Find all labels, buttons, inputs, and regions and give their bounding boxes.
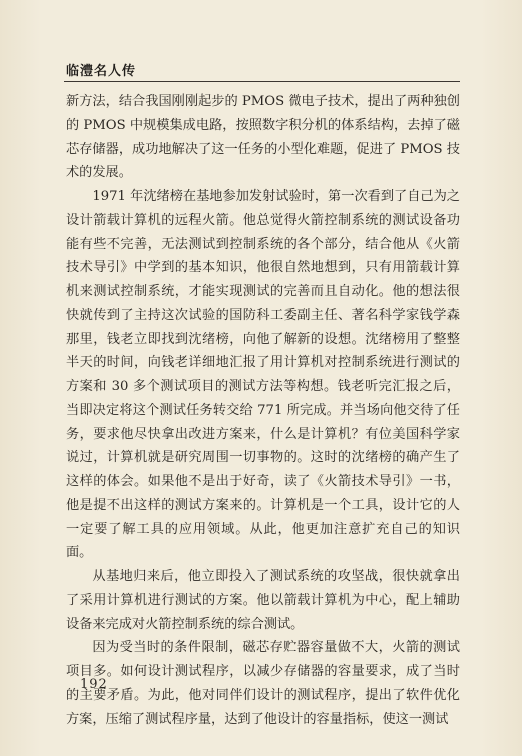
paragraph-3: 从基地归来后，他立即投入了测试系统的攻坚战，很快就拿出了采用计算机进行测试的方案。他以箭载计算机为中心，配上辅助设备来完成对火箭控制系统的综合测试。 <box>66 569 460 632</box>
paragraph-2: 1971 年沈绪榜在基地参加发射试验时，第一次看到了自己为之设计箭载计算机的远程火箭。他总觉得火箭控制系统的测试设备功能有些不完善，无法测试到控制系统的各个部分，结合他从《火箭技术导引》中学到的基本知识，他很自然地想到，只有用箭载计算机来测试控制系统，才能实现测试的完善而且自动化。他的想法很快就传到了主持这次试验的国防科工委副主任、著名科学家钱学森那里，钱老立即找到沈绪榜，向他了解新的设想。沈绪榜用了整整半天的时间，向钱老详细地汇报了用计算机对控制系统进行测试的方案和 30 多个测试项目的测试方法等构想。钱老听完汇报之后，当即决定将这个测试任务转交给 771 所完成。并当场向他交待了任务，要求他尽快拿出改进方案来，什么是计算机？有位美国科学家说过，计算机就是研究周围一切事物的。这时的沈绪榜的确产生了这样的体会。如果他不是出于好奇，读了《火箭技术导引》一书，他是提不出这样的测试方案来的。计算机是一个工具，设计它的人一定要了解工具的应用领域。从此，他更加注意扩充自己的知识面。 <box>66 189 460 561</box>
running-title: 临澧名人传 <box>66 64 137 79</box>
paragraph-4: 因为受当时的条件限制，磁芯存贮器容量做不大，火箭的测试项目多。如何设计测试程序，以减少存储器的容量要求，成了当时的主要矛盾。为此，他对同伴们设计的测试程序，提出了软件优化方案，压缩了测试程序量，达到了他设计的容量指标，使这一测试 <box>66 640 460 727</box>
page-number: 192 <box>80 677 108 692</box>
running-header <box>66 58 460 78</box>
header-rule <box>64 81 460 82</box>
paragraph-1: 新方法，结合我国刚刚起步的 PMOS 微电子技术，提出了两种独创的 PMOS 中规模集成电路，按照数字积分机的体系结构，去掉了磁芯存储器，成功地解决了这一任务的小型化难题，促进了 PMOS 技术的发展。 <box>66 94 460 181</box>
